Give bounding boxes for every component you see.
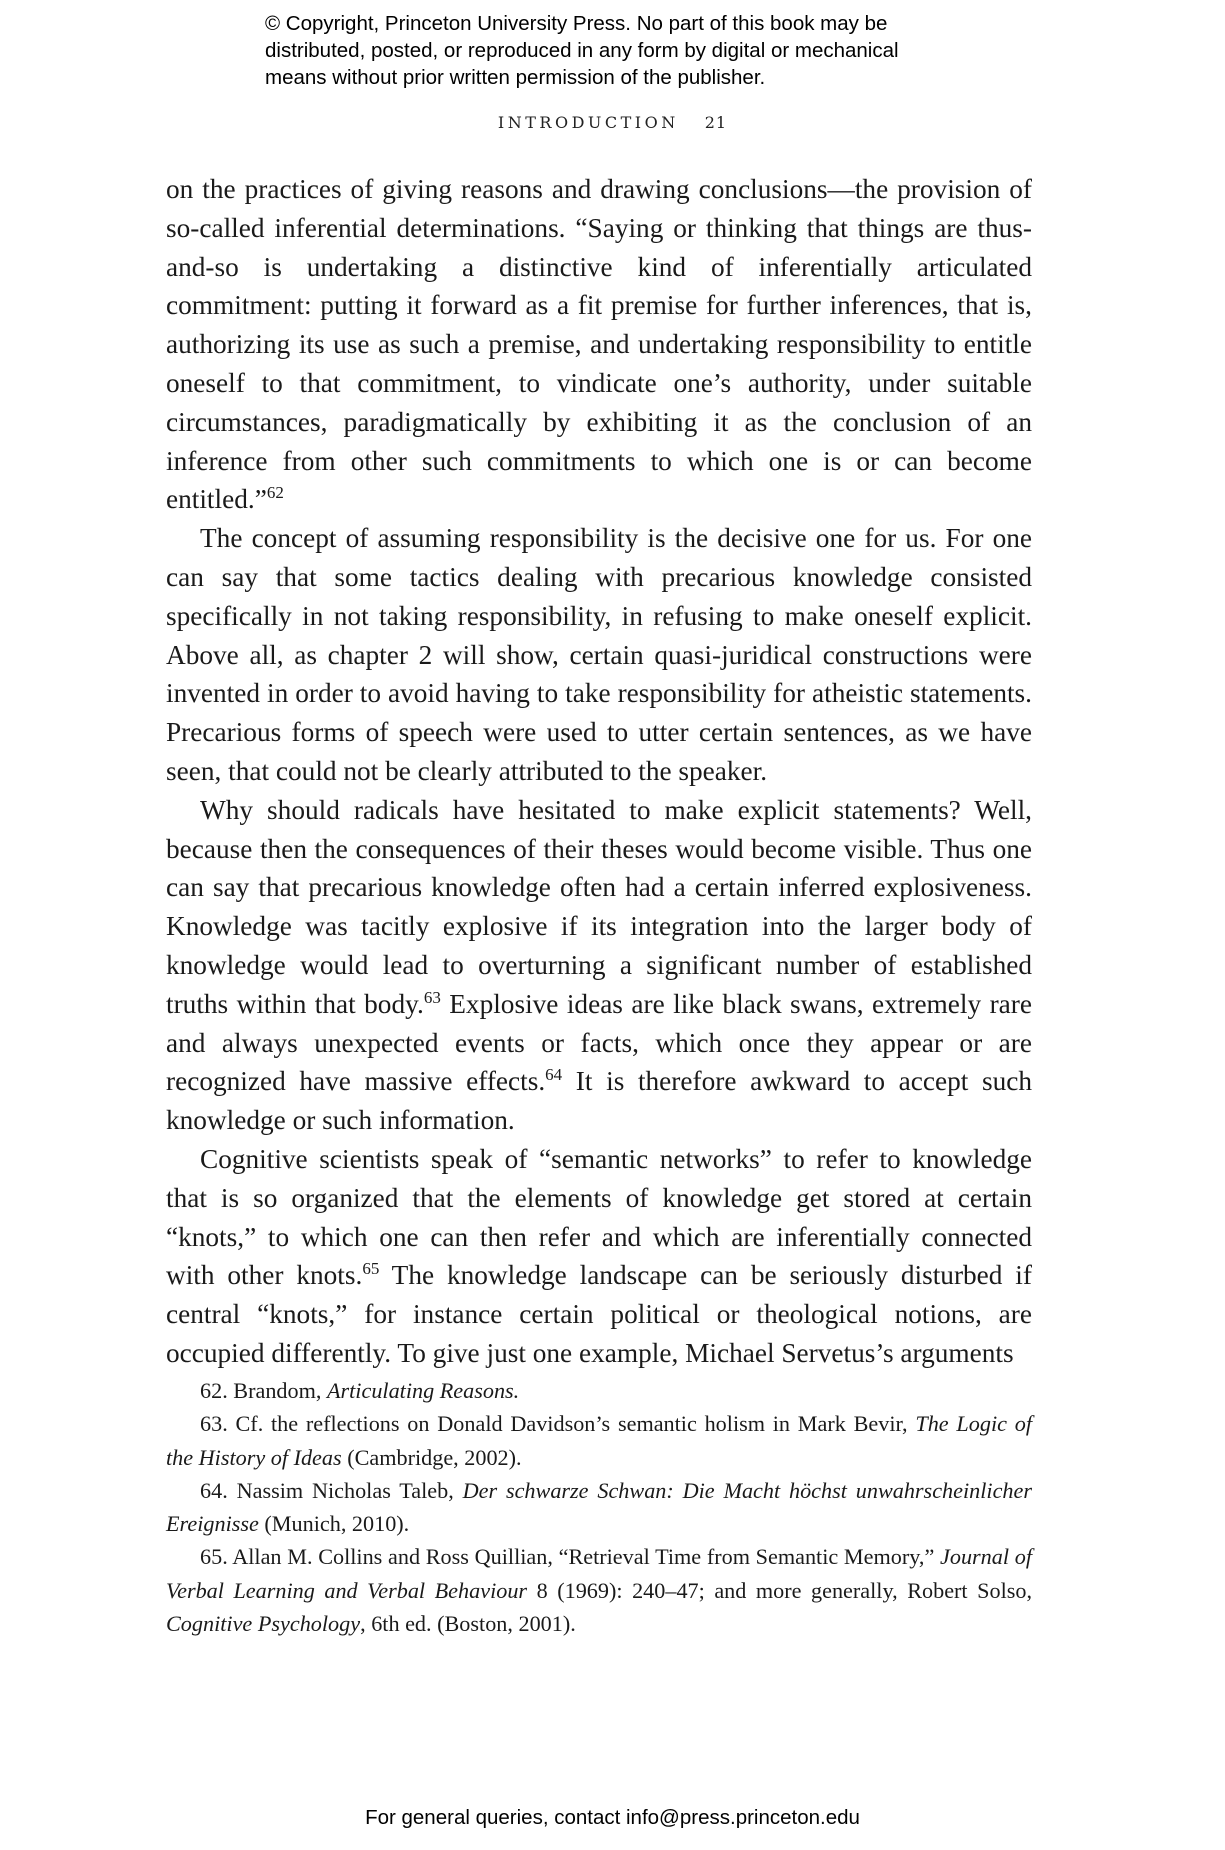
paragraph-1-text: on the practices of giving reasons and drawing conclusions—the provision of so-called inferential determinations. “Saying or thinking that things are thus-and-so is undertaking a distinctive kind of inferentially articulated commitment: putting it forward as a fit premise for further inferences, that is, authorizing its use as such a premise, and undertaking responsibility to entitle oneself to that commitment, to vindicate one’s authority, under suitable circumstances, paradigmatically by exhibiting it as the conclusion of an inference from other such commitments to which one is or can become entitled.” [166, 174, 1032, 515]
footnote-65-book: Cognitive Psychology [166, 1611, 361, 1637]
main-text [166, 170, 1032, 1373]
footnote-63-text: 63. Cf. the reflections on Donald Davidson’s semantic holism in Mark Bevir, [200, 1411, 916, 1437]
footnote-65-edition: , 6th ed. (Boston, 2001). [360, 1611, 576, 1637]
copyright-line-1: © Copyright, Princeton University Press. No part of this book may be [265, 12, 888, 35]
paragraph-3-text-a: Why should radicals have hesitated to make explicit statements? Well, because then the consequences of their theses would become visible. Thus one can say that precarious knowledge often had a certain inferred explosiveness. Knowledge was tacitly explosive if its integration into the larger body of knowledge would lead to overturning a significant number of established truths within that body. [166, 794, 1032, 1019]
running-head [0, 113, 1225, 132]
footnote-65 [166, 1540, 1032, 1640]
footnote-63-title: The Logic of the History of Ideas [166, 1411, 1032, 1470]
copyright-line-3: means without prior written permission of the publisher. [265, 66, 766, 89]
footnote-ref-64: 64 [545, 1065, 563, 1085]
paragraph-2-text: The concept of assuming responsibility is the decisive one for us. For one can say that some tactics dealing with precarious knowledge consisted specifically in not taking responsibility, in refusing to make oneself explicit. Above all, as chapter 2 will show, certain quasi-juridical constructions were invented in order to avoid having to take responsibility for atheistic statements. Precarious forms of speech were used to utter certain sentences, as we have seen, that could not be clearly attributed to the speaker. [166, 523, 1032, 786]
paragraph-4 [166, 1140, 1032, 1373]
footnote-65-journal: Journal of Verbal Learning and Verbal Behaviour [166, 1544, 1032, 1603]
footnotes [166, 1374, 1032, 1640]
paragraph-4-text-b: The knowledge landscape can be seriously disturbed if central “knots,” for instance certain political or theological notions, are occupied differently. To give just one example, Michael Servetus’s arguments [166, 1260, 1032, 1368]
paragraph-1 [166, 170, 1032, 519]
paragraph-3-text-c: It is therefore awkward to accept such knowledge or such information. [166, 1066, 1032, 1136]
footnote-63-citation: (Cambridge, 2002). [341, 1444, 522, 1470]
footnote-62-text: 62. Brandom, [200, 1378, 327, 1403]
footnote-62-title: Articulating Reasons. [326, 1378, 520, 1403]
footnote-64-text: 64. Nassim Nicholas Taleb, [200, 1477, 463, 1503]
copyright-line-2: distributed, posted, or reproduced in any form by digital or mechanical [265, 39, 899, 62]
copyright-notice [265, 10, 1025, 91]
contact-footer: For general queries, contact info@press.princeton.edu [365, 1806, 860, 1829]
paragraph-3-text-b: Explosive ideas are like black swans, extremely rare and always unexpected events or facts, which once they appear or are recognized have massive effects. [166, 988, 1032, 1097]
footnote-64-citation: (Munich, 2010). [258, 1511, 410, 1537]
paragraph-4-text-a: Cognitive scientists speak of “semantic networks” to refer to knowledge that is so organized that the elements of knowledge get stored at certain “knots,” to which one can then refer and which are inferentially connected with other knots. [166, 1143, 1032, 1291]
footnote-63 [166, 1407, 1032, 1474]
footnote-64-title: Der schwarze Schwan: Die Macht höchst unwahrscheinlicher Ereignisse [166, 1477, 1032, 1537]
footnote-ref-62: 62 [266, 483, 284, 503]
paragraph-3 [166, 791, 1032, 1140]
footnote-64 [166, 1474, 1032, 1541]
chapter-title: INTRODUCTION [497, 113, 679, 132]
footnote-65-citation: 8 (1969): 240–47; and more generally, Robert Solso, [527, 1577, 1033, 1603]
footnote-65-text: 65. Allan M. Collins and Ross Quillian, “Retrieval Time from Semantic Memory,” [200, 1544, 940, 1570]
footnote-ref-65: 65 [362, 1259, 380, 1279]
page-number: 21 [704, 113, 728, 132]
paragraph-2 [166, 519, 1032, 791]
footnote-62 [166, 1374, 1032, 1407]
footnote-ref-63: 63 [423, 987, 441, 1007]
